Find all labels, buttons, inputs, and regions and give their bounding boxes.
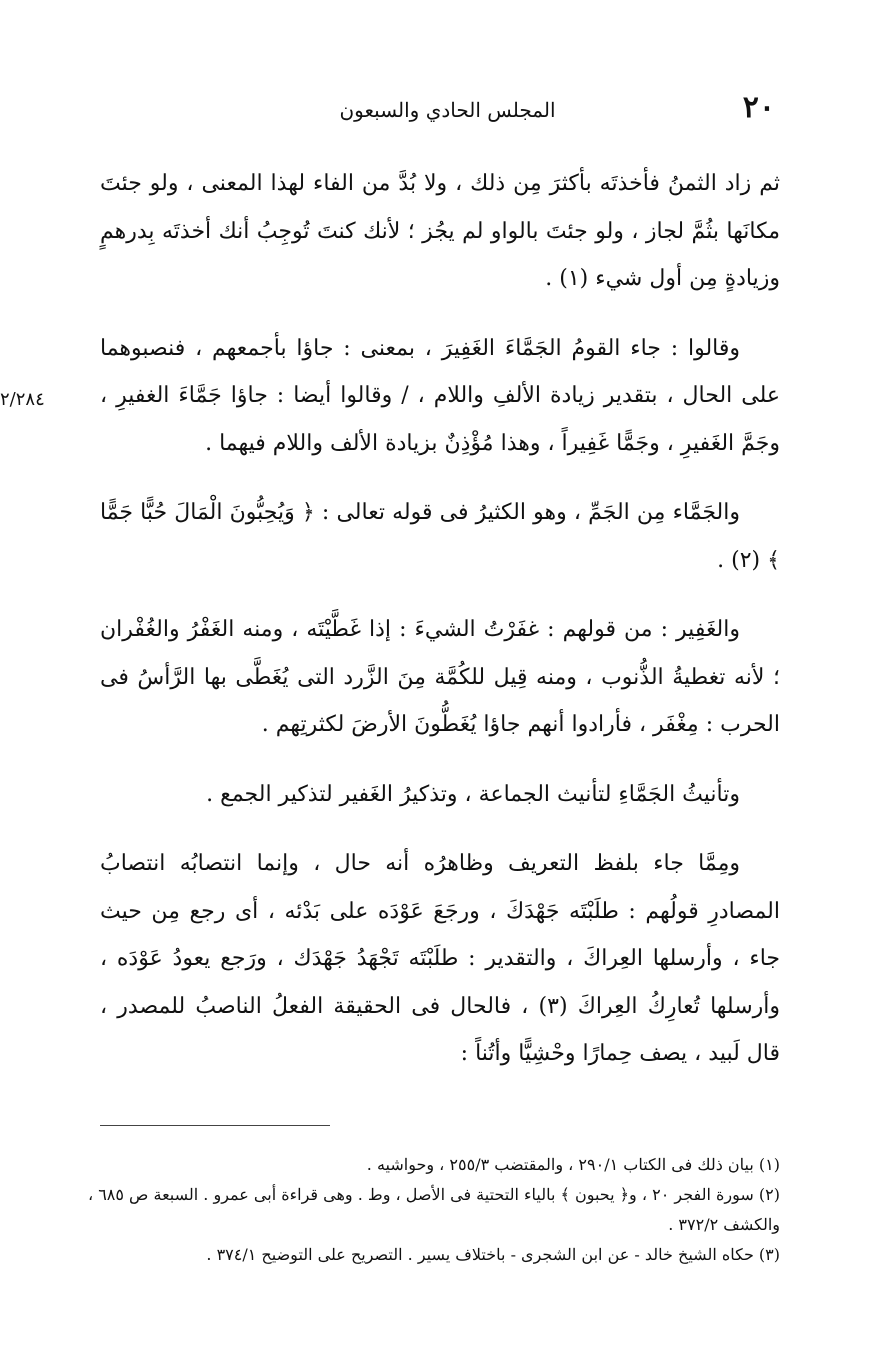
paragraph-1: ثم زاد الثمنُ فأخذتَه بأكثرَ مِن ذلك ، ولا بُدَّ من الفاء لهذا المعنى ، ولو جئتَ مكانَها بثُمَّ لجاز ، ولو جئتَ بالواو لم يجُز ؛ لأنك كنتَ تُوجِبُ أنك أخذتَه بِدرهمٍ وزيادةٍ مِن أول شيء (١) . — [100, 171, 780, 291]
footnote-1: (١) بيان ذلك فى الكتاب ٢٩٠/١ ، والمقتضب ٢٥٥/٣ ، وحواشيه . — [366, 1155, 780, 1174]
margin-reference: ٢/٢٨٤ — [0, 389, 45, 410]
page-header — [120, 92, 775, 132]
paragraph-6: ومِمَّا جاء بلفظ التعريف وظاهرُه أنه حال ، وإنما انتصابُه انتصابُ المصادرِ قولُهم : طلَبْتَه جَهْدَكَ ، ورجَعَ عَوْدَه على بَدْئه ، أى رجع مِن حيث جاء ، وأرسلها العِراكَ ، والتقدير : طلَبْتَه تَجْهَدُ جَهْدَك ، ورَجع يعودُ عَوْدَه ، وأرسلها تُعارِكُ العِراكَ (٣) ، فالحال فى الحقيقة الفعلُ الناصبُ للمصدر ، قال لَبيد ، يصف حِمارًا وحْشِيًّا وأتُناً : — [100, 851, 780, 1066]
footnotes — [80, 1150, 780, 1270]
running-title: المجلس الحادي والسبعون — [339, 98, 556, 122]
footnote-2: (٢) سورة الفجر ٢٠ ، و﴿ يحبون ﴾ بالياء التحتية فى الأصل ، وط . وهى قراءة أبى عمرو . السبعة ص ٦٨٥ ، والكشف ٣٧٢/٢ . — [87, 1185, 780, 1234]
page-number: ٢٠ — [742, 90, 775, 125]
paragraph-4: والغَفِير : من قولهم : غفَرْتُ الشيءَ : إذا غَطَّيْتَه ، ومنه الغَفْرُ والغُفْران ؛ لأنه تغطيةُ الذُّنوب ، ومنه قِيل للكُمَّة مِنَ الزَّرد التى يُغَطَّى بها الرَّأسُ فى الحرب : مِغْفَر ، فأرادوا أنهم جاؤا يُغَطُّونَ الأرضَ لكثرتِهم . — [100, 617, 780, 737]
paragraph-2: وقالوا : جاء القومُ الجَمَّاءَ الغَفِيرَ ، بمعنى : جاؤا بأجمعهم ، فنصبوهما على الحال ، بتقدير زيادة الألفِ واللام ، / وقالوا أيضا : جاؤا جَمَّاءَ الغفيرِ ، وجَمَّ الغَفيرِ ، وجَمًّا غَفِيراً ، وهذا مُؤْذِنٌ بزيادة الألف واللام فيهما . — [100, 335, 780, 456]
footnote-divider — [100, 1125, 330, 1126]
paragraph-5: وتأنيثُ الجَمَّاءِ لتأنيث الجماعة ، وتذكيرُ الغَفير لتذكير الجمع . — [206, 781, 740, 807]
body-text — [100, 160, 780, 1100]
footnote-3: (٣) حكاه الشيخ خالد - عن ابن الشجرى - باختلاف يسير . التصريح على التوضيح ٣٧٤/١ . — [206, 1245, 780, 1264]
paragraph-3: والجَمَّاء مِن الجَمِّ ، وهو الكثيرُ فى قوله تعالى : ﴿ وَيُحِبُّونَ الْمَالَ حُبًّا جَمًّا ﴾ (٢) . — [100, 500, 780, 573]
